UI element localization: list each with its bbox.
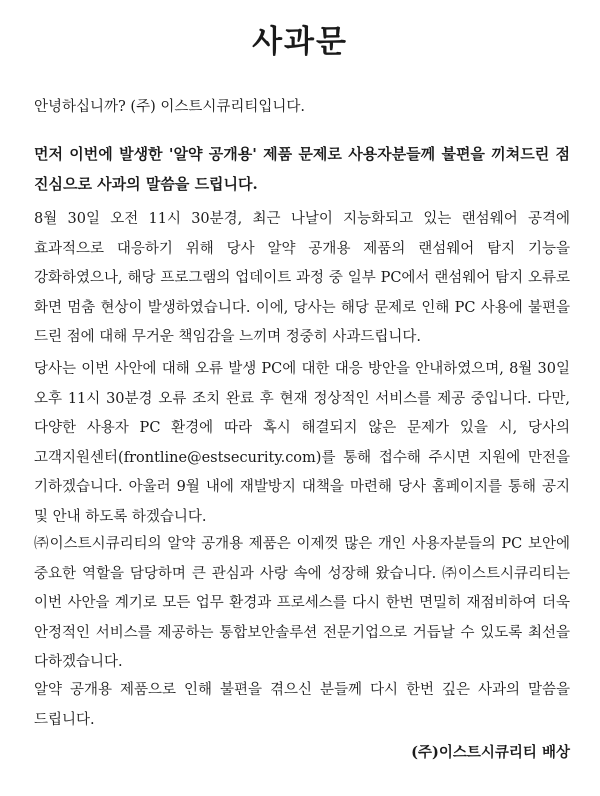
paragraph-response: 당사는 이번 사안에 대해 오류 발생 PC에 대한 대응 방안을 안내하였으며, 8월 30일 오후 11시 30분경 오류 조치 완료 후 현재 정상적인 서비스를 제공 중입니다. 다만, 다양한 사용자 PC 환경에 따라 혹시 해결되지 않은 문제가 있을 시, 당사의 고객지원센터(frontline@estsecurity.com)를 통해 접수해 주시면 지원에 만전을 기하겠습니다. 아울러 9월 내에 재발방지 대책을 마련해 당사 홈페이지를 통해 공지 및 안내 하도록 하겠습니다. — [34, 361, 570, 525]
paragraph-commitment: ㈜이스트시큐리티의 알약 공개용 제품은 이제껏 많은 개인 사용자분들의 PC 보안에 중요한 역할을 담당하며 큰 관심과 사랑 속에 성장해 왔습니다. ㈜이스트시큐리티는 이번 사안을 계기로 모든 업무 환경과 프로세스를 다시 한번 면밀히 재점비하여 더욱 안정적인 서비스를 제공하는 통합보안솔루션 전문기업으로 거듭날 수 있도록 최선을 다하겠습니다. — [34, 536, 570, 670]
paragraph-incident: 8월 30일 오전 11시 30분경, 최근 나날이 지능화되고 있는 랜섬웨어 공격에 효과적으로 대응하기 위해 당사 알약 공개용 제품의 랜섬웨어 탐지 기능을 강화하였으나, 해당 프로그램의 업데이트 과정 중 일부 PC에서 랜섬웨어 탐지 오류로 화면 멈춤 현상이 발생하였습니다. 이에, 당사는 해당 문제로 인해 PC 사용에 불편을 드린 점에 대해 무거운 책임감을 느끼며 정중히 사과드립니다. — [34, 211, 570, 345]
signature: (주)이스트시큐리티 배상 — [411, 744, 570, 761]
greeting-text: 안녕하십니까? (주) 이스트시큐리티입니다. — [34, 99, 306, 115]
paragraph-closing: 알약 공개용 제품으로 인해 불편을 겪으신 분들께 다시 한번 깊은 사과의 말씀을 드립니다. — [34, 682, 570, 728]
page-title: 사과문 — [252, 24, 348, 60]
lead-apology-text: 먼저 이번에 발생한 '알약 공개용' 제품 문제로 사용자분들께 불편을 끼쳐드린 점 진심으로 사과의 말씀을 드립니다. — [34, 145, 570, 193]
